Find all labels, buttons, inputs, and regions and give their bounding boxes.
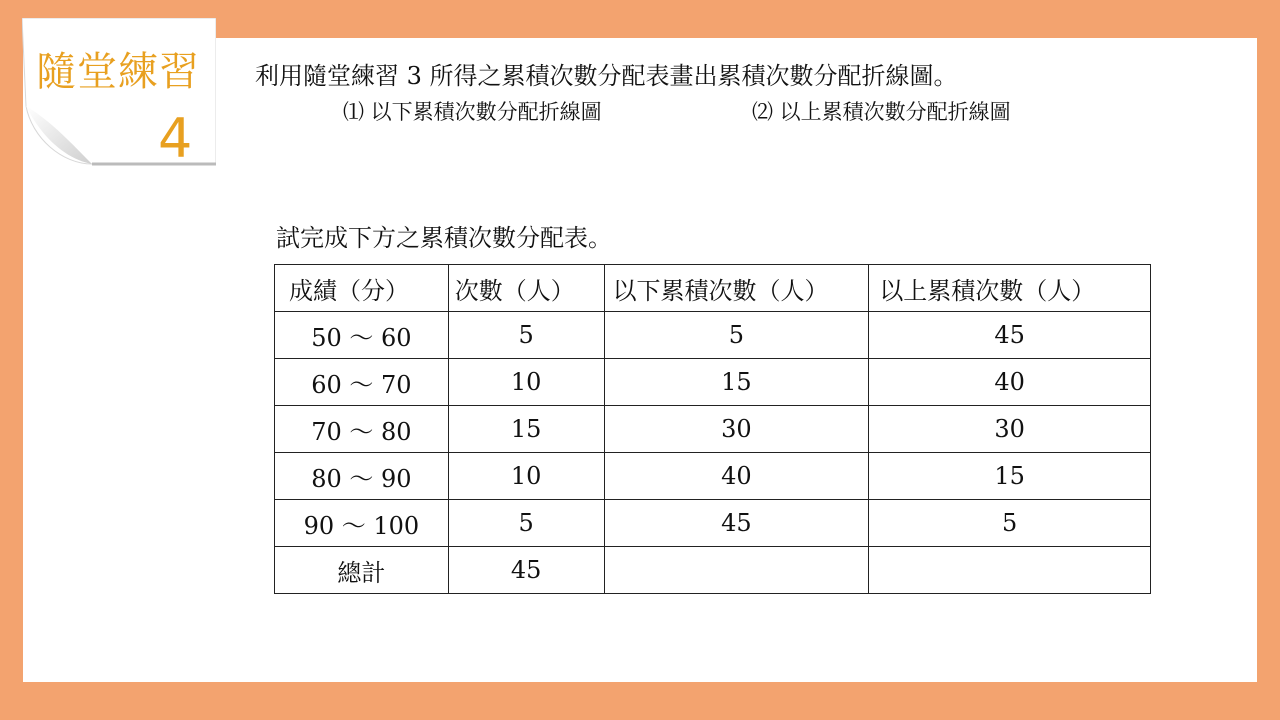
count-cell: 10 <box>448 453 604 500</box>
below-cumulative-cell: 40 <box>604 453 869 500</box>
table-row <box>275 500 1151 547</box>
table-row <box>275 359 1151 406</box>
header-above-cumulative: 以上累積次數（人） <box>869 265 1151 312</box>
badge-number: 4 <box>158 107 193 170</box>
total-count-cell: 45 <box>448 547 604 594</box>
score-range-cell: 60 ～ 70 <box>275 359 449 406</box>
table-row <box>275 406 1151 453</box>
part-2-text: ⑵ 以上累積次數分配折線圖 <box>752 100 1011 124</box>
count-cell: 5 <box>448 500 604 547</box>
above-cumulative-cell: 5 <box>869 500 1151 547</box>
practice-badge <box>22 18 216 168</box>
score-range-cell: 50 ～ 60 <box>275 312 449 359</box>
count-cell: 15 <box>448 406 604 453</box>
above-cumulative-cell: 30 <box>869 406 1151 453</box>
total-below-cell <box>604 547 869 594</box>
below-cumulative-cell: 45 <box>604 500 869 547</box>
cumulative-frequency-table <box>274 264 1151 594</box>
table-total-row <box>275 547 1151 594</box>
table-row <box>275 312 1151 359</box>
header-score: 成績（分） <box>275 265 449 312</box>
badge-title: 隨堂練習 <box>36 49 200 95</box>
task-text: 試完成下方之累積次數分配表。 <box>276 224 612 252</box>
part-1-text: ⑴ 以下累積次數分配折線圖 <box>343 100 602 124</box>
total-above-cell <box>869 547 1151 594</box>
header-count: 次數（人） <box>448 265 604 312</box>
above-cumulative-cell: 45 <box>869 312 1151 359</box>
above-cumulative-cell: 40 <box>869 359 1151 406</box>
above-cumulative-cell: 15 <box>869 453 1151 500</box>
table-header-row <box>275 265 1151 312</box>
below-cumulative-cell: 15 <box>604 359 869 406</box>
count-cell: 5 <box>448 312 604 359</box>
header-below-cumulative: 以下累積次數（人） <box>604 265 869 312</box>
below-cumulative-cell: 30 <box>604 406 869 453</box>
table-row <box>275 453 1151 500</box>
total-label-cell: 總計 <box>275 547 449 594</box>
count-cell: 10 <box>448 359 604 406</box>
score-range-cell: 90 ～ 100 <box>275 500 449 547</box>
instruction-text: 利用隨堂練習 3 所得之累積次數分配表畫出累積次數分配折線圖。 <box>255 62 958 90</box>
score-range-cell: 80 ～ 90 <box>275 453 449 500</box>
below-cumulative-cell: 5 <box>604 312 869 359</box>
score-range-cell: 70 ～ 80 <box>275 406 449 453</box>
